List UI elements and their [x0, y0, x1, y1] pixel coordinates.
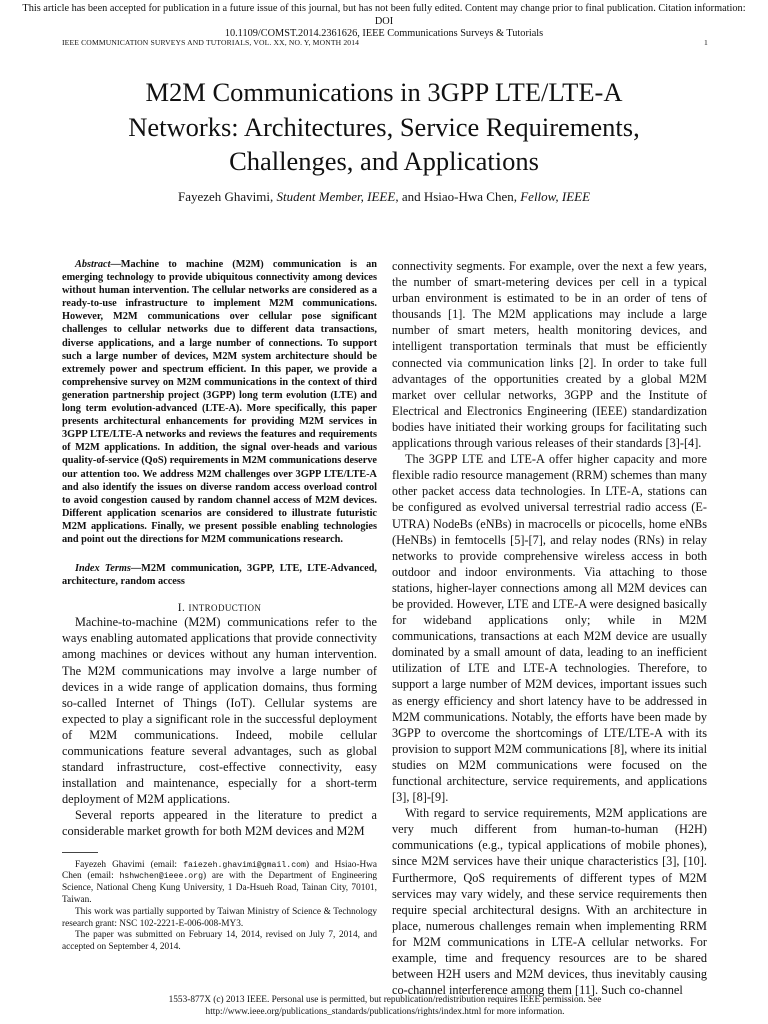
left-column	[62, 258, 377, 954]
title-line3: Challenges, and Applications	[229, 146, 539, 176]
copyright-line1: 1553-877X (c) 2013 IEEE. Personal use is permitted, but republication/redistribution requires IEEE permission. See	[168, 995, 602, 1005]
footnote-funding: This work was partially supported by Taiwan Ministry of Science & Technology research grant: NSC 102-2221-E-006-008-MY3.	[62, 906, 377, 929]
abstract-lead: Abstract	[75, 259, 111, 270]
paper-title	[40, 75, 728, 179]
footnote-text-b: ) and Hsiao-Hwa Chen (email:	[62, 859, 377, 882]
right-paragraph-2: The 3GPP LTE and LTE-A offer higher capacity and more flexible radio resource management (RRM) schemes than many other packet access data technologies. In LTE-A, stations can be configured as evolved universal terrestrial radio access (E-UTRA) NodeBs (eNBs) in macrocells or picocells, home eNBs (HeNBs) in femtocells [5]-[7], and relay nodes (RNs) in relay networks to provide comprehensive wireless access in both outdoor and indoor environments. Via attaching to those stations, higher-layer connections among all M2M devices can be provided. However, LTE and LTE-A were designed basically for wideband applications only; while in M2M communications, transactions at each M2M device are usually dominated by a small amount of data, leading to an inefficient utilization of LTE and LTE-A technologies. Therefore, to support a large number of M2M devices, important issues such as energy efficiency and short latency have to be addressed in M2M communications. Notably, the efforts have been made by 3GPP to overcome the shortcomings of LTE/LTE-A with its provision to support M2M communications [8], where its initial studies on M2M communications were focused on the functional architecture, service requirements, and applications [3], [8]-[9].	[392, 452, 707, 805]
email-link-2[interactable]: hshwchen@ieee.org	[119, 872, 204, 882]
page-number: 1	[704, 38, 708, 47]
abstract-text: —Machine to machine (M2M) communication is an emerging technology to provide ubiquitous connectivity among devices without human intervention. The cellular networks are considered as a ready-to-use infrastructure to implement M2M communications. However, M2M communications over cellular pose significant challenges to cellular networks due to different data transactions, diverse applications, and a large number of connections. To support such a large number of devices, M2M system architecture should be extremely power and spectrum efficient. In this paper, we provide a comprehensive survey on M2M communications in the context of third generation partnership project (3GPP) long term evolution (LTE) and long term evolution-advanced (LTE-A). More specifically, this paper presents architectural enhancements for providing M2M services in 3GPP LTE/LTE-A networks and reviews the features and requirements of M2M applications. In addition, the signal over-heads and various quality-of-service (QoS) requirements in M2M communications deserve our attention too. We address M2M challenges over 3GPP LTE/LTE-A and also identify the issues on diverse random access overload control to avoid congestion caused by random channel access of M2M devices. Different application scenarios are considered to illustrate futuristic M2M applications. Finally, we present possible enabling technologies and point out the directions for M2M communications research.	[62, 259, 377, 545]
author1-role: Student Member, IEEE	[276, 189, 396, 204]
footnote-text-a: Fayezeh Ghavimi (email:	[75, 859, 184, 870]
author1-name: Fayezeh Ghavimi,	[177, 189, 277, 204]
running-header	[62, 38, 708, 47]
acceptance-notice-line1: This article has been accepted for publication in a future issue of this journal, but has not been fully edited. Content may change prior to final publication. Citation information: DOI	[22, 3, 746, 27]
author2-role: Fellow, IEEE	[520, 189, 591, 204]
intro-paragraph-1: Machine-to-machine (M2M) communications refer to the ways enabling automated applications that provide connectivity among machines or devices without any human intervention. The M2M communications may involve a large number of devices in a wide range of application domains, thus forming so-called Internet of Things (IoT). Cellular systems are expected to play a significant role in the successful deployment of M2M communications. Indeed, mobile cellular communications feature several advantages, such as global standard infrastructure, cost-effective connectivity, easy installation and maintenance, especially for a short-term deployment of M2M applications.	[62, 615, 377, 807]
section-title: INTRODUCTION	[188, 603, 262, 614]
rights-url[interactable]: http://www.ieee.org/publications_standards/publications/rights/index.html for more information.	[205, 1006, 565, 1017]
section-heading-introduction	[62, 602, 377, 614]
footnote-dates: The paper was submitted on February 14, 2014, revised on July 7, 2014, and accepted on September 4, 2014.	[62, 930, 377, 953]
right-paragraph-3: With regard to service requirements, M2M applications are very much different from human-to-human (H2H) communications (e.g., typical applications of mobile phones), since M2M services have their unique characteristics [3], [10]. Furthermore, QoS requirements of different types of M2M services may vary widely, and these service requirements then require special architectural designs. With an architecture in place, numerous challenges remain when implementing RRM for M2M communications in LTE-A cellular networks. For example, time and frequency resources are to be shared between H2H users and M2M devices, thus inevitably causing co-channel interference among them [11]. Such co-channel	[392, 806, 707, 998]
journal-name: IEEE COMMUNICATION SURVEYS AND TUTORIALS, VOL. XX, NO. Y, MONTH 2014	[62, 38, 360, 47]
footnote-text-c: ) are with the Department of Engineering Science, National Cheng Kung University, 1 Da-Hsueh Road, Tainan City, 70101, Taiwan.	[62, 871, 377, 905]
right-paragraph-1: connectivity segments. For example, over the next a few years, the number of smart-metering devices per cell in a typical urban environment is estimated to be in an order of tens of thousands [1]. The M2M applications may include a large number of smart meters, health monitoring devices, and intelligent transportation terminals that must be efficiently connected via communication links [2]. In order to take full advantages of the opportunities created by a global M2M market over cellular networks, 3GPP and the Institute of Electrical and Electronics Engineering (IEEE) standardization bodies have initiated their working groups for facilitating such applications through various releases of their standards [3]-[4].	[392, 259, 707, 451]
section-numeral: I.	[177, 602, 189, 615]
index-terms	[62, 562, 377, 588]
copyright-notice	[62, 995, 708, 1018]
footnote-affiliation	[62, 860, 377, 907]
index-terms-text: —M2M communication, 3GPP, LTE, LTE-Advanced, architecture, random access	[62, 563, 378, 588]
author-line	[40, 189, 728, 205]
abstract	[62, 258, 377, 546]
title-line1: M2M Communications in 3GPP LTE/LTE-A	[145, 77, 623, 107]
index-terms-lead: Index Terms	[75, 563, 131, 575]
email-link-1[interactable]: faiezeh.ghavimi@gmail.com	[183, 860, 306, 870]
author-separator: , and Hsiao-Hwa Chen,	[395, 189, 521, 204]
title-line2: Networks: Architectures, Service Requirements,	[128, 111, 640, 142]
right-column	[392, 258, 707, 998]
intro-paragraph-2: Several reports appeared in the literature to predict a considerable market growth for both M2M devices and M2M	[62, 808, 377, 839]
author-footnote	[62, 852, 377, 954]
acceptance-notice	[12, 3, 756, 41]
acceptance-notice-line2: 10.1109/COMST.2014.2361626, IEEE Communications Surveys & Tutorials	[224, 28, 544, 39]
